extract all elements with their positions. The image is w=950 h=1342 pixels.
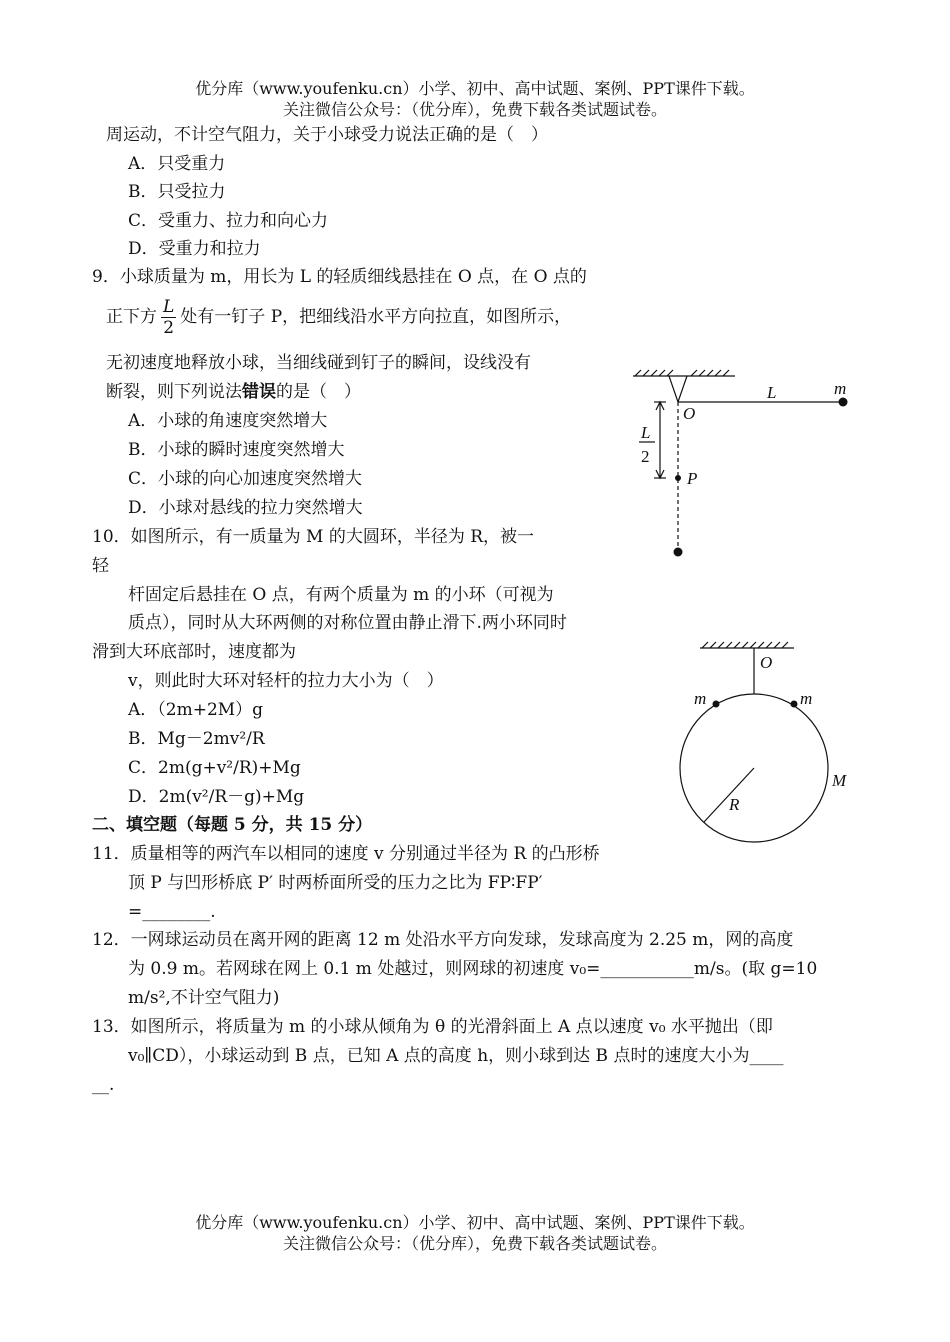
q8-stem: 周运动，不计空气阻力，关于小球受力说法正确的是（ ） <box>106 125 548 145</box>
label-m-left: m <box>694 689 707 708</box>
q9-option-a: A．小球的角速度突然增大 <box>128 411 328 431</box>
q12-line1: 12．一网球运动员在离开网的距离 12 m 处沿水平方向发球，发球高度为 2.25 m，网的高度 <box>92 930 794 950</box>
page-header-line1: 优分库（www.youfenku.cn）小学、初中、高中试题、案例、PPT课件下载。 <box>195 79 755 98</box>
q9-line1: 9．小球质量为 m，用长为 L 的轻质细线悬挂在 O 点，在 O 点的 <box>92 267 587 287</box>
label-p: P <box>687 469 698 488</box>
q9-frac-den: 2 <box>163 318 175 338</box>
q11-line2: 顶 P 与凹形桥底 P′ 时两桥面所受的压力之比为 FP∶FP′ <box>128 873 543 893</box>
label-m: m <box>834 379 847 398</box>
label-half-den: 2 <box>641 447 650 466</box>
q12-line2: 为 0.9 m。若网球在网上 0.1 m 处越过，则网球的初速度 v₀=___________m/s。(取 g=10 <box>128 959 818 979</box>
page-footer-line2: 关注微信公众号：（优分库），免费下载各类试题试卷。 <box>282 1234 667 1253</box>
q9-pendulum-figure <box>625 368 865 568</box>
small-ring-right <box>791 701 798 708</box>
q10-line2: 杆固定后悬挂在 O 点，有两个质量为 m 的小环（可视为 <box>128 585 554 605</box>
q9-line2-post: 处有一钉子 P，把细线沿水平方向拉直，如图所示， <box>180 307 572 327</box>
q10-line4: 滑到大环底部时，速度都为 <box>92 642 296 662</box>
nail-p <box>675 475 681 481</box>
q10-line1: 10．如图所示，有一质量为 M 的大圆环，半径为 R，被一 <box>92 527 535 547</box>
q10-line5: v，则此时大环对轻杆的拉力大小为（ ） <box>128 671 444 691</box>
q9-line4-pre: 断裂，则下列说法 <box>106 382 242 402</box>
q9-option-b: B．小球的瞬时速度突然增大 <box>128 440 345 460</box>
q9-option-c: C．小球的向心加速度突然增大 <box>128 469 363 489</box>
section-2-title: 二、填空题（每题 5 分，共 15 分） <box>92 815 373 835</box>
label-half-num: L <box>641 423 651 442</box>
q11-line1: 11．质量相等的两汽车以相同的速度 v 分别通过半径为 R 的凸形桥 <box>92 844 600 864</box>
label-o: O <box>760 653 773 672</box>
q10-option-d: D．2m(v²/R－g)+Mg <box>128 787 305 807</box>
small-ring-left <box>713 701 720 708</box>
q10-line1b: 轻 <box>92 556 109 576</box>
q11-line3: =________. <box>128 902 216 922</box>
label-big-m: M <box>832 771 847 790</box>
q10-ring-figure <box>672 640 862 850</box>
q9-line2 <box>106 296 571 338</box>
q13-line3: __. <box>92 1075 115 1095</box>
ball-m <box>839 398 848 407</box>
q12-line3: m/s²,不计空气阻力) <box>128 988 280 1008</box>
pivot-support <box>669 376 687 402</box>
q10-option-a: A．（2m+2M）g <box>128 700 264 720</box>
page-header-line2: 关注微信公众号：（优分库），免费下载各类试题试卷。 <box>282 100 667 119</box>
q9-line3: 无初速度地释放小球，当细线碰到钉子的瞬间，设线没有 <box>106 353 531 373</box>
q9-line4 <box>106 381 361 403</box>
q9-line2-pre: 正下方 <box>106 307 157 327</box>
q9-option-d: D．小球对悬线的拉力突然增大 <box>128 498 363 518</box>
ceiling-hatch <box>635 370 729 376</box>
q10-option-c: C．2m(g+v²/R)+Mg <box>128 758 301 778</box>
q8-option-b: B．只受拉力 <box>128 182 226 202</box>
q10-option-b: B．Mg－2mv²/R <box>128 729 265 749</box>
q9-line4-post: 的是（ ） <box>276 382 361 402</box>
label-o: O <box>683 404 696 423</box>
page-footer-line1: 优分库（www.youfenku.cn）小学、初中、高中试题、案例、PPT课件下载。 <box>195 1213 755 1232</box>
label-m-right: m <box>800 689 813 708</box>
q9-fraction <box>161 297 176 338</box>
q9-frac-num: L <box>163 297 175 317</box>
q8-option-a: A．只受重力 <box>128 154 226 174</box>
label-r: R <box>729 795 740 814</box>
q8-option-c: C．受重力、拉力和向心力 <box>128 211 329 231</box>
ceiling-hatch <box>702 642 788 648</box>
q13-line2: v₀∥CD），小球运动到 B 点，已知 A 点的高度 h，则小球到达 B 点时的速度大小为____ <box>128 1046 784 1066</box>
q8-option-d: D．受重力和拉力 <box>128 239 261 259</box>
q10-line3: 质点），同时从大环两侧的对称位置由静止滑下.两小环同时 <box>128 613 567 633</box>
q13-line1: 13．如图所示，将质量为 m 的小球从倾角为 θ 的光滑斜面上 A 点以速度 v₀ 水平抛出（即 <box>92 1017 773 1037</box>
q9-line4-bold: 错误 <box>242 382 276 402</box>
ball-bottom <box>674 548 683 557</box>
label-l: L <box>767 383 777 402</box>
